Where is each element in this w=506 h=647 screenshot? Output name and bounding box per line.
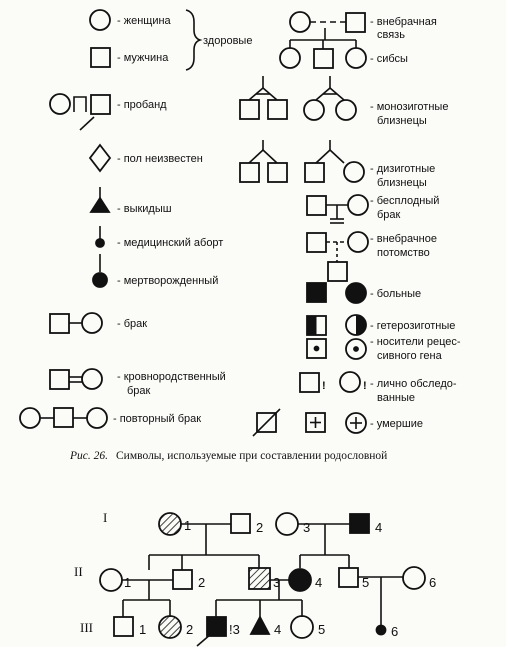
gen3-male-3-affected-proband (207, 617, 226, 636)
carrier-female-dot (354, 347, 358, 351)
gen3-n5: 5 (318, 622, 326, 637)
legend-affected (307, 283, 421, 303)
caption-prefix: Рис. 26. (70, 450, 109, 462)
siblings-label: - сибсы (370, 53, 408, 65)
gen1-n4: 4 (375, 520, 383, 535)
legend-consanguineous (50, 369, 226, 397)
gen2-n5: 5 (362, 575, 370, 590)
childless-label-1: - бесплодный (370, 195, 440, 207)
gen1-couple-left (159, 513, 263, 555)
gen2-n2: 2 (198, 575, 206, 590)
miscarriage-symbol (91, 198, 109, 212)
marriage-label: - брак (117, 318, 148, 330)
mz-female-1 (304, 100, 324, 120)
sex-unknown-label: - пол неизвестен (117, 153, 203, 165)
examined-label-1: - лично обследо- (370, 378, 457, 390)
affected-label: - больные (370, 288, 422, 300)
marriage-male (50, 314, 69, 333)
het-female-fill (356, 315, 366, 335)
proband-connector (74, 97, 86, 112)
dz-males-right (263, 150, 277, 163)
gen3-n6: 6 (391, 624, 399, 639)
gen3-n3-examined: !3 (229, 622, 240, 637)
diamond-symbol (90, 145, 110, 171)
gen-label-3: III (80, 620, 93, 635)
childless-female (348, 195, 368, 215)
sibling-1 (280, 48, 300, 68)
legend-deceased (253, 409, 423, 436)
dz-females-right (330, 150, 344, 163)
childless-label-2: брак (377, 209, 401, 221)
legend-mz-females (304, 76, 448, 127)
affected-female (346, 283, 366, 303)
mz-female-2 (336, 100, 356, 120)
exoff-child (328, 262, 347, 281)
remarriage-male (54, 408, 73, 427)
gen2-male-5 (339, 568, 358, 587)
legend-abortion (96, 226, 223, 249)
legend-female (90, 10, 172, 30)
mz-male-1 (240, 100, 259, 119)
exoff-label-2: потомство (377, 247, 430, 259)
proband-arrow (80, 117, 94, 130)
examined-female-mark: ! (363, 380, 367, 392)
consang-label-2: брак (127, 385, 151, 397)
gen3-female-5 (291, 616, 313, 638)
gen2-female-4-affected (289, 569, 311, 591)
legend-dz-males (240, 140, 287, 182)
stillborn-label: - мертворожденный (117, 275, 219, 287)
extramarital-label-2: связь (377, 29, 405, 41)
legend-childless (307, 195, 439, 223)
gen3-n1: 1 (139, 622, 147, 637)
caption-text: Символы, используемые при составлении родословной (116, 450, 388, 462)
abortion-label: - медицинский аборт (117, 237, 224, 249)
gen1-n2: 2 (256, 520, 264, 535)
gen3-n2: 2 (186, 622, 194, 637)
remarriage-label: - повторный брак (113, 413, 202, 425)
legend-proband (50, 94, 167, 130)
gen2-n6: 6 (429, 575, 437, 590)
extramarital-label-1: - внебрачная (370, 16, 437, 28)
legend-male (91, 48, 169, 67)
legend-carriers (307, 336, 461, 362)
het-male-fill (307, 316, 317, 335)
gen1-female-1-hatched (159, 513, 181, 535)
gen3-male-1 (114, 617, 133, 636)
extramarital-male (346, 13, 365, 32)
examined-label-2: ванные (377, 392, 416, 404)
gen2-male-3-hatched (249, 568, 270, 589)
gen3-proband-arrow (197, 634, 211, 646)
dz-female-1 (344, 162, 364, 182)
carrier-label-2: сивного гена (377, 350, 442, 362)
gen2-n1: 1 (124, 575, 132, 590)
sibling-2 (314, 49, 333, 68)
examined-male (300, 373, 319, 392)
male-symbol (91, 48, 110, 67)
dz-label-1: - дизиготные (370, 163, 436, 175)
gen1-female-3 (276, 513, 298, 535)
legend-extramarital-offspring (307, 232, 437, 281)
het-label: - гетерозиготные (370, 320, 456, 332)
legend-miscarriage (91, 187, 172, 215)
legend-heterozygous (307, 315, 455, 335)
proband-female-symbol (50, 94, 70, 114)
dz-label-2: близнецы (377, 177, 427, 189)
dz-male-2 (268, 163, 287, 182)
mz-label-2: близнецы (377, 115, 427, 127)
abortion-symbol (96, 239, 104, 247)
gen2-female-6 (403, 567, 425, 589)
gen1-n3: 3 (303, 520, 311, 535)
consang-female (82, 369, 102, 389)
healthy-brace (186, 10, 200, 70)
legend-extramarital (290, 12, 437, 41)
gen1-male-4-affected (350, 514, 369, 533)
gen3-miscarriage-4 (251, 617, 269, 634)
mz-label-1: - монозиготные (370, 101, 449, 113)
carrier-male-dot (315, 347, 319, 351)
affected-male (307, 283, 326, 302)
examined-female (340, 372, 360, 392)
legend-sex-unknown (90, 145, 203, 171)
legend-remarriage (20, 408, 201, 428)
consang-label-1: - кровнородственный (117, 371, 226, 383)
legend-dz-females (305, 140, 435, 189)
consang-male (50, 370, 69, 389)
extramarital-female (290, 12, 310, 32)
childless-male (307, 196, 326, 215)
gen1-couple-right (276, 513, 382, 555)
stillborn-symbol (93, 273, 107, 287)
exoff-female (348, 232, 368, 252)
legend-marriage (50, 313, 147, 333)
dz-females-left (316, 150, 330, 163)
gen2-female-1 (100, 569, 122, 591)
gen3-female-2-hatched (159, 616, 181, 638)
legend-stillborn (93, 254, 218, 287)
healthy-label: здоровые (203, 35, 253, 47)
deceased-label: - умершие (370, 418, 423, 430)
mz-male-2 (268, 100, 287, 119)
proband-label: - пробанд (117, 99, 167, 111)
gen3-abortion-6 (377, 626, 386, 635)
dz-male-3 (305, 163, 324, 182)
exoff-male (307, 233, 326, 252)
remarriage-female-2 (87, 408, 107, 428)
remarriage-female-1 (20, 408, 40, 428)
dz-male-1 (240, 163, 259, 182)
exoff-label-1: - внебрачное (370, 233, 437, 245)
female-label: - женщина (117, 15, 171, 27)
dz-males-left (249, 150, 263, 163)
gen1-n1: 1 (184, 518, 192, 533)
gen3-n4: 4 (274, 622, 282, 637)
sibling-3 (346, 48, 366, 68)
proband-male-symbol (91, 95, 110, 114)
gen2-n4: 4 (315, 575, 323, 590)
legend-mz-males (240, 76, 287, 119)
examined-male-mark: ! (322, 380, 326, 392)
gen-label-1: I (103, 510, 108, 525)
miscarriage-label: - выкидыш (117, 203, 172, 215)
marriage-female (82, 313, 102, 333)
male-label: - мужчина (117, 52, 169, 64)
gen-label-2: II (74, 564, 83, 579)
gen2-male-2 (173, 570, 192, 589)
carrier-label-1: - носители рецес- (370, 336, 461, 348)
female-symbol (90, 10, 110, 30)
gen1-male-2 (231, 514, 250, 533)
gen2-n3: 3 (273, 575, 281, 590)
figure-caption (69, 446, 387, 463)
legend-examined (300, 372, 457, 404)
